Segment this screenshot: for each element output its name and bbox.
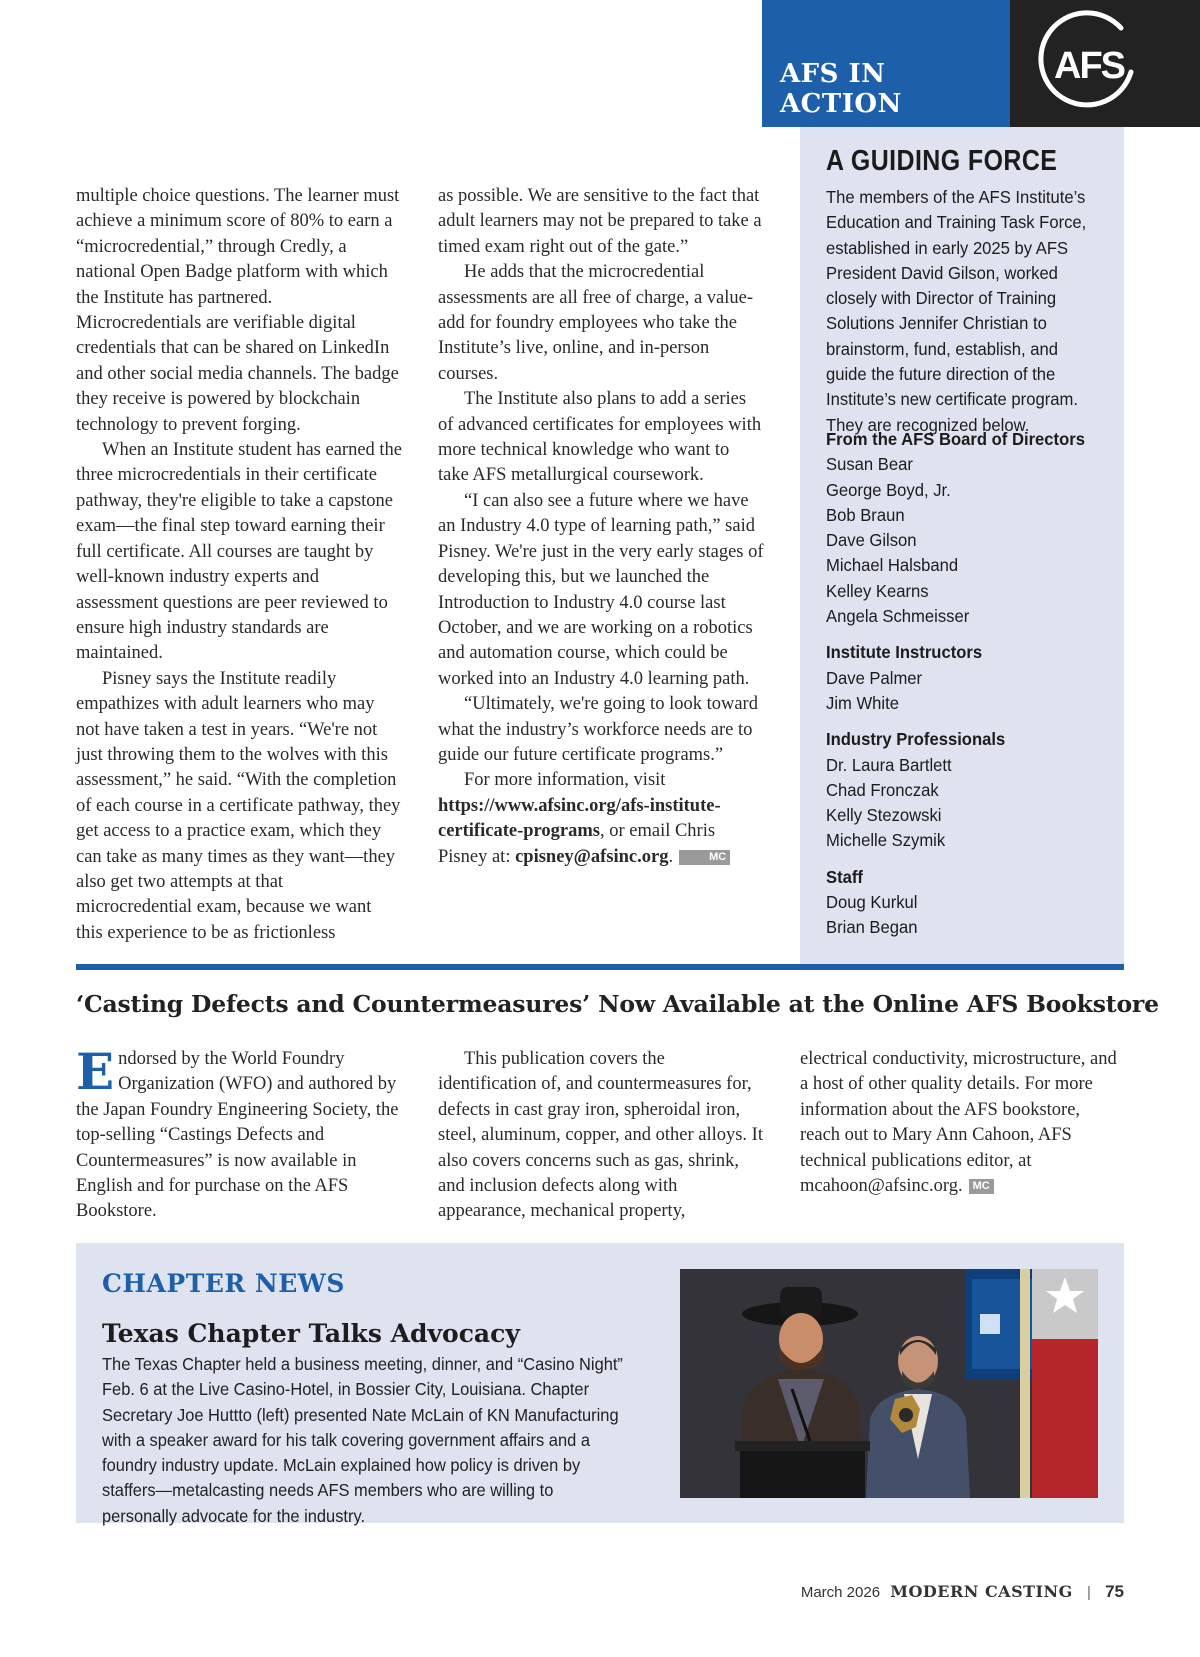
chapter-news-title: Texas Chapter Talks Advocacy	[102, 1319, 520, 1348]
member-name: Susan Bear	[826, 454, 913, 475]
paragraph: Pisney says the Institute readily empathizes with adult learners who may not have taken a test in years. “We're not just throwing them to the wolves with this assessment,” he said. “With the completion of each course in a certificate pathway, they get access to a practice exam, which they can take as many times as they want—they also get two attempts at that microcredential exam, because we want this experience to be as frictionless	[76, 668, 401, 943]
end-mark: MC	[969, 1179, 994, 1194]
magazine-name: MODERN CASTING	[890, 1582, 1073, 1601]
member-name: Bob Braun	[826, 504, 905, 525]
paragraph: When an Institute student has earned the three microcredentials in their certificate pathway, they're eligible to take a capstone exam—the final step toward earning their full certificate. All courses are taught by well-known industry experts and assessment questions are peer reviewed to ensure high industry standards are maintained.	[76, 440, 403, 664]
article2-column-1	[76, 1042, 402, 1225]
member-name: Dave Palmer	[826, 667, 923, 688]
member-name: Jim White	[826, 692, 899, 713]
section-banner	[762, 0, 1010, 127]
member-name: Dr. Laura Bartlett	[826, 754, 952, 775]
member-name: George Boyd, Jr.	[826, 479, 951, 500]
paragraph: “Ultimately, we're going to look toward what the industry’s workforce needs are to guide our future certificate programs.”	[438, 694, 758, 765]
guiding-force-sidebar	[800, 127, 1124, 965]
sidebar-groups	[826, 427, 1096, 952]
section-label: AFS IN ACTION	[780, 59, 902, 119]
article2-column-2	[438, 1047, 764, 1225]
paragraph: ndorsed by the World Foundry Organization (WFO) and authored by the Japan Foundry Engineering Society, the top-selling “Castings Defects and Countermeasures” is now available in English and for purchase on the AFS Bookstore.	[76, 1049, 399, 1222]
paragraph: He adds that the microcredential assessments are all free of charge, a value-add for foundry employees who take the Institute’s live, online, and in-person courses.	[438, 262, 754, 384]
article2-headline: ‘Casting Defects and Countermeasures’ Now Available at the Online AFS Bookstore	[76, 990, 1159, 1018]
group-instructors	[826, 640, 1096, 716]
chapter-news-body: The Texas Chapter held a business meeting, dinner, and “Casino Night” Feb. 6 at the Live Casino-Hotel, in Bossier City, Louisiana. Chapter Secretary Joe Huttto (left) presented Nate McLain of KN Manufacturing with a speaker award for his talk covering government affairs and a foundry industry update. McLain explained how policy is driven by staffers—metalcasting needs AFS members who are willing to personally advocate for the industry.	[102, 1354, 623, 1526]
issue-date: March 2026	[800, 1584, 881, 1601]
email-link[interactable]: cpisney@afsinc.org	[515, 846, 669, 867]
paragraph: as possible. We are sensitive to the fact that adult learners may not be prepared to take a timed exam right out of the gate.”	[438, 186, 762, 257]
footer-separator: |	[1087, 1584, 1091, 1601]
award-photo	[680, 1269, 1098, 1498]
paragraph: electrical conductivity, microstructure, and a host of other quality details. For more information about the AFS bookstore, reach out to Mary Ann Cahoon, AFS technical publications editor, at mcahoon@afsinc.org.	[800, 1049, 1117, 1197]
member-name: Brian Began	[826, 917, 918, 938]
member-name: Michelle Szymik	[826, 830, 946, 851]
member-name: Michael Halsband	[826, 555, 959, 576]
drop-cap: E	[76, 1042, 115, 1101]
sidebar-intro: The members of the AFS Institute’s Education and Training Task Force, established in early 2025 by AFS President David Gilson, worked closely with Director of Training Solutions Jennifer Christian to brainstorm, fund, establish, and guide the future direction of the Institute’s new certificate program. They are recognized below.	[826, 187, 1087, 435]
svg-text:AFS: AFS	[1054, 45, 1124, 87]
closing-paragraph: For more information, visit https://www.afsinc.org/afs-institute-certificate-programs, or email Chris Pisney at: cpisney@afsinc.org. MC	[438, 768, 764, 870]
afs-logo	[1033, 10, 1143, 120]
group-heading: Institute Instructors	[826, 642, 983, 663]
member-name: Kelley Kearns	[826, 580, 929, 601]
paragraph: This publication covers the identification of, and countermeasures for, defects in cast gray iron, spheroidal iron, steel, aluminum, copper, and other alloys. It also covers concerns such as gas, shrink, and inclusion defects along with appearance, mechanical property,	[438, 1049, 763, 1222]
institute-link[interactable]: https://www.afsinc.org/afs-institute-certificate-programs	[438, 795, 721, 842]
article-column-2	[438, 184, 764, 870]
more-info-text: For more information, visit	[464, 770, 666, 791]
group-heading: Staff	[826, 866, 863, 887]
paragraph: “I can also see a future where we have an Industry 4.0 type of learning path,” said Pisney. We're just in the very early stages of developing this, but we launched the Introduction to Industry 4.0 course last October, and we are working on a robotics and automation course, which could be worked into an Industry 4.0 learning path.	[438, 490, 764, 689]
group-heading: From the AFS Board of Directors	[826, 429, 1085, 449]
page-footer	[801, 1582, 1124, 1602]
member-name: Dave Gilson	[826, 530, 917, 551]
member-name: Kelly Stezowski	[826, 805, 942, 826]
member-name: Chad Fronczak	[826, 779, 939, 800]
section-divider	[76, 964, 1124, 970]
member-name: Doug Kurkul	[826, 892, 918, 913]
chapter-news-kicker: CHAPTER NEWS	[102, 1269, 345, 1298]
sidebar-title: A GUIDING FORCE	[826, 145, 1058, 177]
group-professionals	[826, 727, 1096, 853]
paragraph: The Institute also plans to add a series of advanced certificates for employees with more technical knowledge who want to take AFS metallurgical coursework.	[438, 389, 762, 486]
group-heading: Industry Professionals	[826, 729, 1006, 750]
end-mark: MC	[679, 850, 730, 865]
member-name: Angela Schmeisser	[826, 606, 970, 627]
group-staff	[826, 865, 1096, 941]
group-board	[826, 427, 1096, 629]
page-number: 75	[1105, 1582, 1124, 1601]
article-column-1	[76, 184, 402, 946]
paragraph: multiple choice questions. The learner must achieve a minimum score of 80% to earn a “microcredential,” through Credly, a national Open Badge platform with which the Institute has partnered. Microcredentials are verifiable digital credentials that can be shared on LinkedIn and other social media channels. The badge they receive is powered by blockchain technology to prevent forging.	[76, 186, 400, 435]
article2-column-3	[800, 1047, 1124, 1199]
email-lead-text: , or email Chris Pisney at:	[438, 821, 716, 867]
